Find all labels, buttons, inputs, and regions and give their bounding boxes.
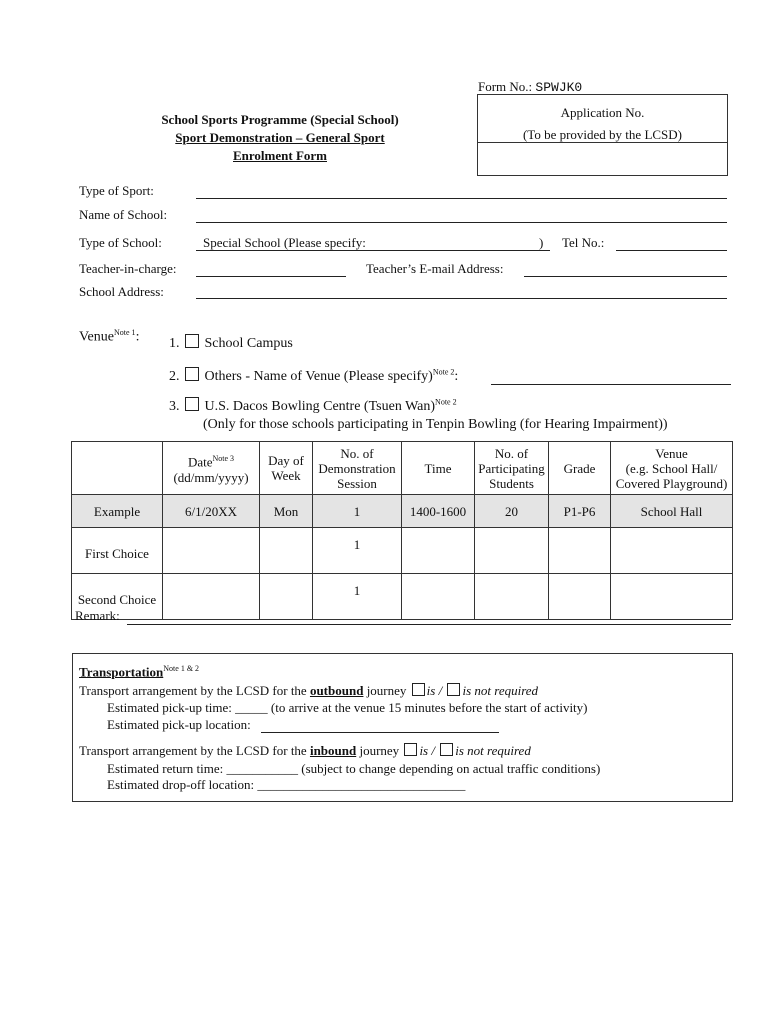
- example-day: Mon: [260, 495, 313, 528]
- inbound-arrangement: Transport arrangement by the LCSD for the inbound journey is / is not required: [79, 743, 531, 758]
- return-time: Estimated return time: ___________ (subject to change depending on actual traffic conditions): [107, 761, 601, 776]
- teacher-email-label: Teacher’s E-mail Address:: [366, 261, 504, 276]
- venue-option-2-note: Note 2: [432, 367, 455, 377]
- type-of-school-field[interactable]: [196, 250, 550, 251]
- schedule-table: [71, 441, 733, 620]
- table-row-first-choice: [72, 528, 733, 574]
- first-choice-date[interactable]: [163, 528, 260, 574]
- example-date: 6/1/20XX: [163, 495, 260, 528]
- second-choice-venue[interactable]: [611, 574, 733, 620]
- pickup-time-field[interactable]: _____: [235, 700, 268, 715]
- table-row-example: [72, 495, 733, 528]
- remark-field[interactable]: [127, 624, 731, 625]
- example-sessions: 1: [313, 495, 402, 528]
- outbound-arrangement: Transport arrangement by the LCSD for the outbound journey is / is not required: [79, 683, 539, 698]
- header-date: Date$^{Note 3}$ (dd/mm/yyyy): [163, 442, 260, 495]
- type-of-sport-label: Type of Sport:: [79, 183, 154, 198]
- transport-note: Note 1 & 2: [163, 664, 200, 673]
- second-choice-students[interactable]: [475, 574, 549, 620]
- remark-label: Remark:: [75, 608, 120, 623]
- venue-option-3-label: U.S. Dacos Bowling Centre (Tsuen Wan): [204, 399, 436, 414]
- first-choice-sessions: 1: [313, 528, 402, 574]
- tel-no-label: Tel No.:: [562, 235, 605, 250]
- header-venue: Venue (e.g. School Hall/ Covered Playground): [611, 442, 733, 495]
- dropoff-location: Estimated drop-off location: ________________________________: [107, 777, 466, 792]
- table-row-second-choice: [72, 574, 733, 620]
- venue-option-3-sub: (Only for those schools participating in Tenpin Bowling (for Hearing Impairment)): [203, 417, 668, 432]
- venue-label: Venue$^{Note 1}$:: [79, 328, 140, 345]
- type-of-sport-field[interactable]: [196, 198, 727, 199]
- form-number-value: SPWJK0: [535, 80, 583, 95]
- second-choice-grade[interactable]: [549, 574, 611, 620]
- return-time-field[interactable]: ___________: [226, 761, 298, 776]
- name-of-school-field[interactable]: [196, 222, 727, 223]
- close-paren: ): [539, 235, 544, 250]
- venue-option-3-checkbox[interactable]: [185, 397, 199, 411]
- form-number: Form No.: SPWJK0: [478, 79, 583, 95]
- application-number-note: (To be provided by the LCSD): [522, 127, 683, 142]
- title-line-1: School Sports Programme (Special School): [161, 112, 399, 127]
- venue-option-2: 2. Others - Name of Venue (Please specify)$^{Note 2}$:: [169, 367, 459, 384]
- venue-other-field[interactable]: [491, 384, 731, 385]
- teacher-email-field[interactable]: [524, 276, 727, 277]
- teacher-in-charge-field[interactable]: [196, 276, 346, 277]
- header-blank: [72, 442, 163, 495]
- example-time: 1400-1600: [402, 495, 475, 528]
- header-day: Day of Week: [260, 442, 313, 495]
- venue-option-1: 1. School Campus: [169, 336, 293, 351]
- first-choice-time[interactable]: [402, 528, 475, 574]
- header-time: Time: [402, 442, 475, 495]
- dropoff-location-field[interactable]: ________________________________: [257, 777, 466, 792]
- transport-section: [72, 653, 733, 802]
- inbound-is-not-checkbox[interactable]: [440, 743, 453, 756]
- first-choice-students[interactable]: [475, 528, 549, 574]
- teacher-in-charge-label: Teacher-in-charge:: [79, 261, 177, 276]
- tel-no-field[interactable]: [616, 250, 727, 251]
- type-of-school-label: Type of School:: [79, 235, 162, 250]
- application-number-label: Application No.: [560, 105, 645, 120]
- venue-option-3: 3. U.S. Dacos Bowling Centre (Tsuen Wan)$^{Note 2}$: [169, 397, 457, 414]
- application-number-box: [477, 94, 728, 176]
- venue-note: Note 1: [114, 328, 136, 337]
- second-choice-day[interactable]: [260, 574, 313, 620]
- outbound-is-checkbox[interactable]: [412, 683, 425, 696]
- venue-option-3-note: Note 2: [435, 397, 457, 407]
- example-grade: P1-P6: [549, 495, 611, 528]
- second-choice-sessions: 1: [313, 574, 402, 620]
- name-of-school-label: Name of School:: [79, 207, 168, 222]
- venue-option-2-checkbox[interactable]: [185, 367, 199, 381]
- school-address-label: School Address:: [79, 284, 164, 299]
- date-note: Note 3: [212, 454, 235, 464]
- second-choice-date[interactable]: [163, 574, 260, 620]
- example-label: Example: [72, 495, 163, 528]
- first-choice-day[interactable]: [260, 528, 313, 574]
- example-students: 20: [475, 495, 549, 528]
- venue-option-1-checkbox[interactable]: [185, 334, 199, 348]
- table-header-row: [72, 442, 733, 495]
- venue-option-2-label: Others - Name of Venue (Please specify): [204, 369, 433, 384]
- title-line-3: Enrolment Form: [233, 148, 327, 163]
- header-sessions: No. of Demonstration Session: [313, 442, 402, 495]
- header-grade: Grade: [549, 442, 611, 495]
- form-title: [140, 111, 420, 165]
- pickup-location: Estimated pick-up location:: [107, 717, 251, 732]
- first-choice-venue[interactable]: [611, 528, 733, 574]
- inbound-is-checkbox[interactable]: [404, 743, 417, 756]
- transport-title: Transportation$^{Note 1 \& 2}$: [79, 664, 200, 680]
- title-line-2: Sport Demonstration – General Sport: [175, 130, 385, 145]
- venue-option-1-label: School Campus: [204, 336, 293, 351]
- first-choice-label: First Choice: [72, 528, 163, 574]
- second-choice-time[interactable]: [402, 574, 475, 620]
- header-students: No. of Participating Students: [475, 442, 549, 495]
- example-venue: School Hall: [611, 495, 733, 528]
- application-number-field[interactable]: [478, 142, 727, 143]
- first-choice-grade[interactable]: [549, 528, 611, 574]
- pickup-location-field[interactable]: [261, 732, 499, 733]
- special-school-label: Special School (Please specify:: [203, 235, 366, 250]
- second-choice-label: Second Choice: [72, 574, 163, 620]
- outbound-is-not-checkbox[interactable]: [447, 683, 460, 696]
- pickup-time: Estimated pick-up time: _____ (to arrive at the venue 15 minutes before the start of activity): [107, 700, 588, 715]
- school-address-field[interactable]: [196, 298, 727, 299]
